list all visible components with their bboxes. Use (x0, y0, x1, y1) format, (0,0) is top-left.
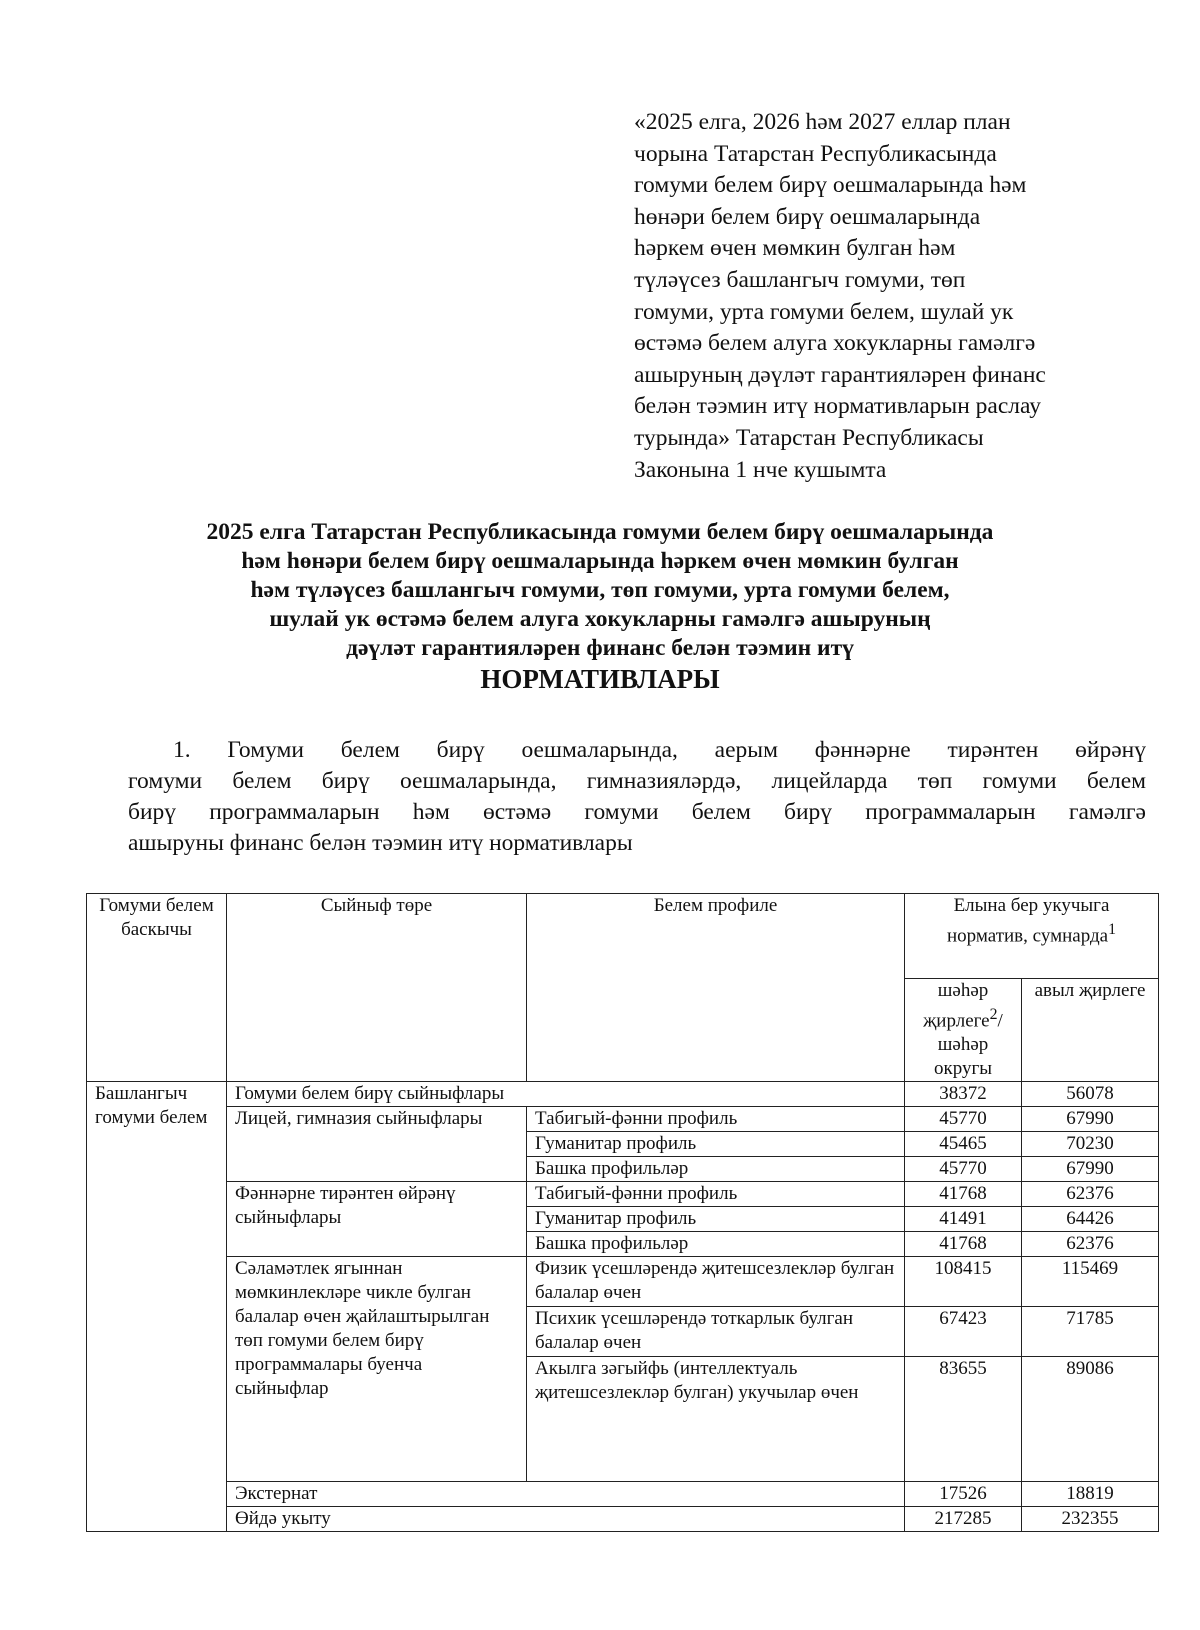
appendix-note-line: гомуми, урта гомуми белем, шулай ук (634, 298, 1014, 325)
rural-value: 71785 (1022, 1307, 1159, 1357)
table-row (87, 1257, 1159, 1307)
rural-value: 64426 (1022, 1207, 1159, 1232)
city-value: 41491 (905, 1207, 1022, 1232)
class-type-cell: Гомуми белем бирү сыйныфлары (227, 1082, 905, 1107)
rural-value: 62376 (1022, 1182, 1159, 1207)
class-type-cell: Сәламәтлек ягыннан мөмкинлекләре чикле булган балалар өчен җайлаштырылган төп гомуми белем бирү программалары буенча сыйныфлар (227, 1257, 527, 1482)
city-value: 67423 (905, 1307, 1022, 1357)
header-city-label: шәһәр җирлеге (923, 980, 990, 1032)
table-row (87, 1182, 1159, 1207)
header-stage (87, 894, 227, 1082)
header-norm (905, 894, 1159, 979)
city-value: 45770 (905, 1157, 1022, 1182)
title-main: НОРМАТИВЛАРЫ (480, 664, 720, 694)
class-type-cell: Өйдә укыту (227, 1507, 905, 1532)
city-value: 38372 (905, 1082, 1022, 1107)
city-value: 17526 (905, 1482, 1022, 1507)
title-line: шулай ук өстәмә белем алуга хокукларны гамәлгә ашыруның (269, 606, 931, 632)
city-value: 41768 (905, 1232, 1022, 1257)
rural-value: 18819 (1022, 1482, 1159, 1507)
appendix-note-line: түләүсез башлангыч гомуми, төп (634, 266, 966, 293)
footnote-marker: 2 (989, 1006, 998, 1023)
title-line: 2025 елга Татарстан Республикасында гомуми белем бирү оешмаларында (206, 519, 994, 545)
rural-value: 67990 (1022, 1107, 1159, 1132)
class-type-cell: Фәннәрне тирәнтен өйрәнү сыйныфлары (227, 1182, 527, 1257)
table-row (87, 1107, 1159, 1132)
profile-cell: Гуманитар профиль (527, 1207, 905, 1232)
profile-cell: Табигый-фәнни профиль (527, 1182, 905, 1207)
section-heading-line: бирү программаларын һәм өстәмә гомуми белем бирү программаларын гамәлгә (128, 799, 1146, 825)
rural-value: 67990 (1022, 1157, 1159, 1182)
title-line: һәм түләүсез башлангыч гомуми, төп гомуми, урта гомуми белем, (250, 577, 950, 603)
header-class-type (227, 894, 527, 1082)
appendix-note-line: һәркем өчен мөмкин булган һәм (634, 235, 956, 262)
city-value: 217285 (905, 1507, 1022, 1532)
rural-value: 115469 (1022, 1257, 1159, 1307)
appendix-note-line: өстәмә белем алуга хокукларны гамәлгә (634, 330, 1036, 357)
table-row (87, 1082, 1159, 1107)
header-norm-label: Елына бер укучыга норматив, сумнарда (947, 895, 1110, 947)
section-heading-line: ашыруны финанс белән тәэмин итү нормативлары (128, 830, 633, 856)
table-row (87, 1507, 1159, 1532)
profile-cell: Гуманитар профиль (527, 1132, 905, 1157)
header-city-suffix: / шәһәр округы (933, 1010, 1003, 1080)
city-value: 45465 (905, 1132, 1022, 1157)
profile-cell: Психик үсешләрендә тоткарлык булган балалар өчен (527, 1307, 905, 1357)
profile-cell: Физик үсешләрендә җитешсезлекләр булган балалар өчен (527, 1257, 905, 1307)
header-rural (1022, 979, 1159, 1082)
profile-cell: Табигый-фәнни профиль (527, 1107, 905, 1132)
section-heading-line: гомуми белем бирү оешмаларында, гимназияләрдә, лицейларда төп гомуми белем (128, 768, 1146, 794)
header-city (905, 979, 1022, 1082)
appendix-note-line: һөнәри белем бирү оешмаларында (634, 203, 981, 230)
norms-table (86, 893, 1159, 1532)
appendix-note-line: ашыруның дәүләт гарантияләрен финанс (634, 361, 1046, 388)
title-line: һәм һөнәри белем бирү оешмаларында һәркем өчен мөмкин булган (241, 548, 959, 574)
table-row (87, 1482, 1159, 1507)
header-rural-label: авыл җирлеге (1034, 980, 1146, 1001)
section-1-heading (128, 735, 1146, 859)
appendix-note (634, 107, 1154, 486)
table-header-row (87, 894, 1159, 979)
rural-value: 70230 (1022, 1132, 1159, 1157)
section-heading-line: 1. Гомуми белем бирү оешмаларында, аерым фәннәрне тирәнтен өйрәнү (173, 737, 1146, 763)
city-value: 45770 (905, 1107, 1022, 1132)
profile-cell: Акылга зәгыйфь (интеллектуаль җитешсезлекләр булган) укучылар өчен (527, 1357, 905, 1482)
appendix-note-line: гомуми белем бирү оешмаларында һәм (634, 172, 1027, 199)
appendix-note-line: белән тәэмин итү нормативларын раслау (634, 393, 1041, 420)
footnote-marker: 1 (1108, 921, 1116, 938)
class-type-cell: Экстернат (227, 1482, 905, 1507)
header-class-type-label: Сыйныф төре (320, 895, 433, 916)
class-type-cell: Лицей, гимназия сыйныфлары (227, 1107, 527, 1182)
profile-cell: Башка профильләр (527, 1232, 905, 1257)
rural-value: 232355 (1022, 1507, 1159, 1532)
rural-value: 62376 (1022, 1232, 1159, 1257)
profile-cell: Башка профильләр (527, 1157, 905, 1182)
city-value: 41768 (905, 1182, 1022, 1207)
title-line: дәүләт гарантияләрен финанс белән тәэмин итү (346, 635, 854, 661)
header-stage-label: Гомуми белем баскычы (99, 895, 214, 940)
appendix-note-line: турында» Татарстан Республикасы (634, 424, 984, 451)
rural-value: 56078 (1022, 1082, 1159, 1107)
appendix-note-line: «2025 елга, 2026 һәм 2027 еллар план (634, 109, 1011, 135)
stage-cell: Башлангыч гомуми белем (87, 1082, 227, 1532)
document-title (80, 518, 1120, 695)
header-profile-label: Белем профиле (653, 895, 778, 916)
city-value: 108415 (905, 1257, 1022, 1307)
appendix-note-line: Законына 1 нче кушымта (634, 456, 887, 483)
header-profile (527, 894, 905, 1082)
rural-value: 89086 (1022, 1357, 1159, 1482)
appendix-note-line: чорына Татарстан Республикасында (634, 140, 997, 167)
city-value: 83655 (905, 1357, 1022, 1482)
